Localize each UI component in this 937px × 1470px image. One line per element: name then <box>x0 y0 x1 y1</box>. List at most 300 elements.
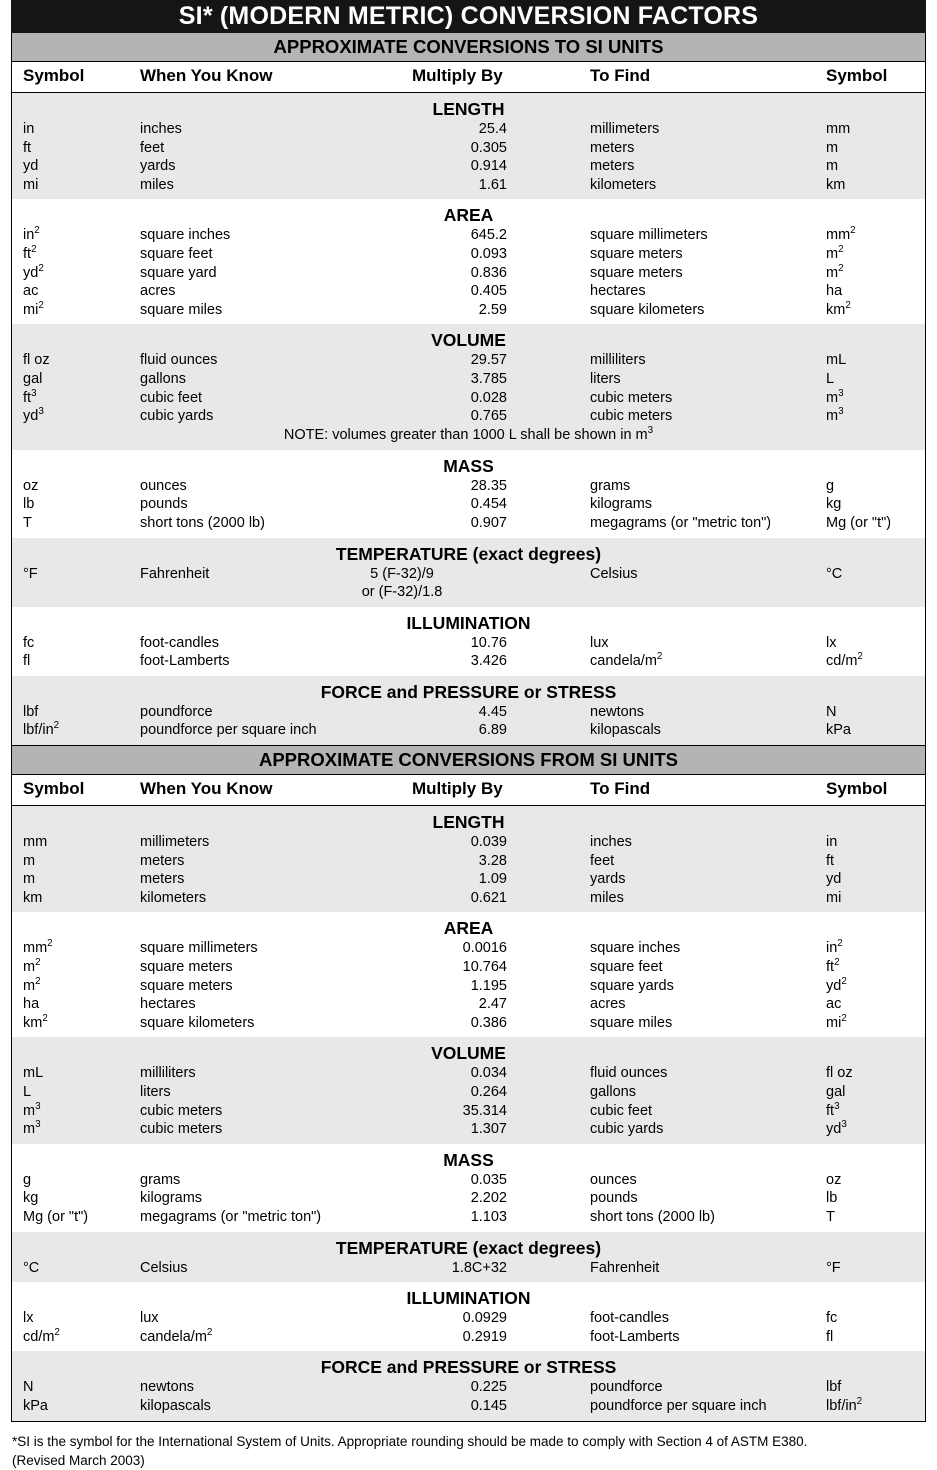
cell-multiply-by: 0.2919 <box>462 1328 507 1345</box>
cell-symbol-left: $mm^2$ <box>23 938 53 957</box>
column-header-symbol-left: Symbol <box>23 779 85 799</box>
cell-when-you-know: milliliters <box>140 1065 196 1082</box>
cell-symbol-right: L <box>826 370 835 387</box>
cell-to-find: ounces <box>590 1171 637 1188</box>
cell-symbol-right: $ft^3$ <box>826 1100 840 1119</box>
table-row <box>12 1328 925 1347</box>
table-row <box>12 1259 925 1278</box>
table-row <box>12 1102 925 1121</box>
cell-to-find: grams <box>590 477 631 494</box>
column-header-symbol-right: Symbol <box>826 66 888 85</box>
cell-symbol-left: kPa <box>23 1397 48 1414</box>
group-title: MASS <box>443 1149 494 1170</box>
cell-symbol-right: $ft^2$ <box>826 957 840 976</box>
table-row <box>12 370 925 389</box>
cell-symbol-left: kg <box>23 1190 39 1207</box>
cell-symbol-right: yd <box>826 871 842 888</box>
cell-symbol-left: ft <box>23 139 32 156</box>
cell-multiply-by-extra: or (F-32)/1.8 <box>361 584 443 601</box>
cell-symbol-left: lbf/$in^2$ <box>23 720 60 739</box>
cell-when-you-know: gallons <box>140 370 186 387</box>
cell-multiply-by: 1.103 <box>470 1208 507 1225</box>
group-title: TEMPERATURE (exact degrees) <box>335 1237 602 1258</box>
cell-multiply-by: 35.314 <box>462 1102 507 1119</box>
cell-when-you-know: cubic yards <box>140 408 214 425</box>
cell-symbol-right: km <box>826 176 846 193</box>
group-title: MASS <box>443 455 494 476</box>
cell-symbol-left: °F <box>23 565 38 582</box>
cell-multiply-by: 0.264 <box>470 1084 507 1100</box>
cell-symbol-right: N <box>826 703 837 720</box>
unit-group-volume <box>12 324 925 449</box>
cell-multiply-by: 1.195 <box>470 977 507 994</box>
cell-symbol-left: g <box>23 1171 32 1188</box>
cell-multiply-by: 0.621 <box>470 889 507 906</box>
table-row <box>12 634 925 653</box>
footnote <box>11 1432 926 1470</box>
table-row <box>12 264 925 283</box>
table-row <box>12 1309 925 1328</box>
cell-symbol-left: $ft^3$ <box>23 387 37 406</box>
cell-multiply-by: 25.4 <box>478 121 507 137</box>
cell-symbol-right: fl <box>826 1328 834 1345</box>
cell-multiply-by: 3.785 <box>470 370 507 387</box>
cell-symbol-left: oz <box>23 477 39 494</box>
cell-multiply-by: 3.28 <box>478 852 507 869</box>
cell-symbol-right: fc <box>826 1310 838 1327</box>
table-row <box>12 1378 925 1397</box>
cell-when-you-know: square kilometers <box>140 1014 255 1031</box>
cell-when-you-know: square feet <box>140 245 213 262</box>
footnote-line-2: (Revised March 2003) <box>12 1452 145 1468</box>
cell-when-you-know: newtons <box>140 1379 195 1396</box>
cell-when-you-know: poundforce per square inch <box>140 722 317 739</box>
cell-when-you-know: millimeters <box>140 834 210 851</box>
cell-multiply-by: 0.225 <box>470 1379 507 1396</box>
cell-multiply-by: 0.836 <box>470 264 507 281</box>
table-row <box>12 939 925 958</box>
cell-when-you-know: fluid ounces <box>140 352 218 369</box>
table-row <box>12 1120 925 1139</box>
cell-when-you-know: liters <box>140 1084 171 1100</box>
cell-symbol-left: $km^2$ <box>23 1012 48 1031</box>
group-title: LENGTH <box>432 812 505 833</box>
cell-symbol-left: $mi^2$ <box>23 299 44 318</box>
cell-symbol-left: $m^3$ <box>23 1100 41 1119</box>
group-title: ILLUMINATION <box>406 1288 531 1309</box>
cell-to-find: short tons (2000 lb) <box>590 1208 715 1225</box>
cell-multiply-by: 28.35 <box>470 477 507 494</box>
cell-symbol-left: m <box>23 852 36 869</box>
cell-symbol-right: ha <box>826 283 843 300</box>
cell-to-find: gallons <box>590 1084 636 1100</box>
unit-group-area <box>12 912 925 1037</box>
table-row <box>12 1064 925 1083</box>
cell-multiply-by: 0.0929 <box>462 1310 507 1327</box>
cell-symbol-right: kPa <box>826 722 851 739</box>
cell-symbol-left: fl oz <box>23 352 50 369</box>
unit-group-force-and-pressure-or-stress <box>12 676 925 745</box>
unit-group-illumination <box>12 1282 925 1351</box>
cell-to-find: cubic meters <box>590 408 673 425</box>
table-row <box>12 351 925 370</box>
cell-symbol-left: N <box>23 1379 34 1396</box>
cell-when-you-know: cubic feet <box>140 389 203 406</box>
table-row <box>12 1171 925 1190</box>
cell-symbol-left: $in^2$ <box>23 225 40 244</box>
table-row <box>12 120 925 139</box>
footnote-line-1: *SI is the symbol for the International System of Units. Appropriate rounding should be made to comply with Section 4 of ASTM E380. <box>12 1433 808 1449</box>
cell-symbol-right: $yd^3$ <box>826 1119 847 1138</box>
cell-to-find: newtons <box>590 703 645 720</box>
cell-symbol-left: in <box>23 121 35 137</box>
table-row <box>12 889 925 908</box>
unit-group-temperature-exact-degrees <box>12 1232 925 1283</box>
cell-symbol-left: lb <box>23 496 35 513</box>
cell-when-you-know: kilometers <box>140 889 207 906</box>
column-header-symbol-right: Symbol <box>826 779 888 799</box>
cell-to-find: liters <box>590 370 621 387</box>
cell-symbol-right: ac <box>826 996 842 1013</box>
table-row <box>12 833 925 852</box>
conversion-table-1 <box>11 775 926 1421</box>
cell-symbol-left: yd <box>23 158 39 175</box>
cell-symbol-right: $m^2$ <box>826 262 844 281</box>
cell-multiply-by: 0.454 <box>470 496 507 513</box>
cell-to-find: lux <box>590 634 609 651</box>
cell-symbol-left: $m^2$ <box>23 957 41 976</box>
cell-when-you-know: square millimeters <box>140 940 258 957</box>
cell-when-you-know: kilograms <box>140 1190 203 1207</box>
cell-symbol-left: $m^2$ <box>23 975 41 994</box>
cell-to-find: square miles <box>590 1014 673 1031</box>
cell-symbol-left: $m^3$ <box>23 1119 41 1138</box>
cell-when-you-know: foot-Lamberts <box>140 653 230 670</box>
table-row <box>12 565 925 584</box>
table-row <box>12 995 925 1014</box>
cell-symbol-right: mm <box>826 121 851 137</box>
cell-symbol-left: °C <box>23 1259 40 1276</box>
cell-to-find: square meters <box>590 264 683 281</box>
cell-multiply-by: 1.09 <box>478 871 507 888</box>
table-row <box>12 652 925 671</box>
cell-symbol-right: mi <box>826 889 842 906</box>
column-header-row <box>12 62 925 93</box>
table-row <box>12 958 925 977</box>
cell-symbol-left: $yd^3$ <box>23 406 44 425</box>
cell-multiply-by: 0.405 <box>470 283 507 300</box>
table-row <box>12 870 925 889</box>
cell-to-find: poundforce <box>590 1379 663 1396</box>
table-row <box>12 389 925 408</box>
cell-multiply-by: 0.093 <box>470 245 507 262</box>
cell-multiply-by: 5 (F-32)/9 <box>370 565 434 582</box>
cell-when-you-know: acres <box>140 283 176 300</box>
group-title: VOLUME <box>431 1043 506 1064</box>
group-title: ILLUMINATION <box>406 612 531 633</box>
table-heading-0: APPROXIMATE CONVERSIONS TO SI UNITS <box>11 33 926 62</box>
cell-when-you-know: square meters <box>140 977 233 994</box>
table-row <box>12 282 925 301</box>
cell-multiply-by: 0.028 <box>470 389 507 406</box>
cell-multiply-by: 1.8C+32 <box>451 1259 507 1276</box>
table-row <box>12 226 925 245</box>
unit-group-length <box>12 806 925 912</box>
cell-symbol-left: $cd/m^2$ <box>23 1326 60 1345</box>
group-title: TEMPERATURE (exact degrees) <box>335 543 602 564</box>
tables-container <box>11 33 926 1422</box>
column-header-row <box>12 775 925 806</box>
cell-multiply-by: 29.57 <box>470 352 507 369</box>
table-row <box>12 977 925 996</box>
cell-symbol-right: T <box>826 1208 835 1225</box>
cell-multiply-by: 2.47 <box>478 996 507 1013</box>
cell-to-find: megagrams (or "metric ton") <box>590 514 772 531</box>
cell-symbol-right: in <box>826 834 838 851</box>
unit-group-length <box>12 93 925 199</box>
table-row <box>12 495 925 514</box>
cell-multiply-by: 645.2 <box>470 227 507 244</box>
cell-to-find: square yards <box>590 977 674 994</box>
cell-to-find: kilopascals <box>590 722 661 739</box>
group-title: AREA <box>443 205 494 226</box>
cell-to-find: kilometers <box>590 176 657 193</box>
cell-symbol-left: $ft^2$ <box>23 244 37 262</box>
cell-to-find: square meters <box>590 245 683 262</box>
cell-to-find: cubic meters <box>590 389 673 406</box>
cell-symbol-left: ha <box>23 996 40 1013</box>
cell-when-you-know: megagrams (or "metric ton") <box>140 1208 322 1225</box>
cell-when-you-know: square yard <box>140 264 217 281</box>
cell-symbol-right: lbf <box>826 1379 842 1396</box>
cell-multiply-by: 0.386 <box>470 1014 507 1031</box>
cell-symbol-right: $m^2$ <box>826 244 844 262</box>
cell-when-you-know: Fahrenheit <box>140 565 210 582</box>
cell-to-find: foot-candles <box>590 1310 669 1327</box>
cell-symbol-right: $mm^2$ <box>826 225 856 244</box>
column-header-when-you-know: When You Know <box>140 66 273 85</box>
cell-symbol-right: oz <box>826 1171 842 1188</box>
unit-group-illumination <box>12 607 925 676</box>
cell-when-you-know: poundforce <box>140 703 213 720</box>
cell-to-find: inches <box>590 834 632 851</box>
cell-to-find: cubic yards <box>590 1121 664 1138</box>
cell-when-you-know: ounces <box>140 477 187 494</box>
cell-symbol-right: $yd^2$ <box>826 975 847 994</box>
page-title: SI* (MODERN METRIC) CONVERSION FACTORS <box>11 0 926 33</box>
cell-multiply-by: 1.61 <box>478 176 507 193</box>
cell-symbol-right: mL <box>826 352 847 369</box>
cell-to-find: square kilometers <box>590 301 705 318</box>
table-row <box>12 139 925 158</box>
cell-symbol-left: T <box>23 514 32 531</box>
cell-symbol-right: ft <box>826 852 835 869</box>
group-title: LENGTH <box>432 99 505 119</box>
cell-symbol-right: gal <box>826 1084 846 1100</box>
cell-symbol-left: $yd^2$ <box>23 262 44 281</box>
cell-to-find: Celsius <box>590 565 638 582</box>
cell-symbol-right: g <box>826 477 835 494</box>
unit-group-temperature-exact-degrees <box>12 538 925 607</box>
group-title: AREA <box>443 918 494 939</box>
cell-symbol-left: mi <box>23 176 39 193</box>
cell-to-find: candela/$m^2$ <box>590 651 663 670</box>
cell-to-find: fluid ounces <box>590 1065 668 1082</box>
cell-to-find: square millimeters <box>590 227 708 244</box>
cell-to-find: milliliters <box>590 352 646 369</box>
cell-to-find: Fahrenheit <box>590 1259 660 1276</box>
table-row <box>12 1014 925 1033</box>
conversion-table-0 <box>11 62 926 746</box>
cell-to-find: acres <box>590 996 626 1013</box>
table-row <box>12 721 925 740</box>
cell-multiply-by: 2.59 <box>478 301 507 318</box>
cell-when-you-know: Celsius <box>140 1259 188 1276</box>
column-header-symbol-left: Symbol <box>23 66 85 85</box>
group-title: VOLUME <box>431 330 506 351</box>
column-header-multiply-by: Multiply By <box>412 779 503 799</box>
unit-group-mass <box>12 1144 925 1232</box>
cell-when-you-know: cubic meters <box>140 1102 223 1119</box>
cell-symbol-left: mm <box>23 834 48 851</box>
cell-symbol-left: Mg (or "t") <box>23 1208 89 1225</box>
unit-group-area <box>12 199 925 324</box>
cell-when-you-know: foot-candles <box>140 634 219 651</box>
cell-to-find: hectares <box>590 283 646 300</box>
cell-to-find: yards <box>590 871 626 888</box>
cell-symbol-right: Mg (or "t") <box>826 514 892 531</box>
cell-when-you-know: square inches <box>140 227 231 244</box>
cell-when-you-know: lux <box>140 1310 159 1327</box>
group-extra-line <box>12 583 925 602</box>
cell-symbol-left: ac <box>23 283 39 300</box>
cell-symbol-left: fl <box>23 653 31 670</box>
cell-symbol-right: m <box>826 139 839 156</box>
table-row <box>12 1083 925 1102</box>
cell-multiply-by: 0.0016 <box>462 940 507 957</box>
cell-multiply-by: 0.907 <box>470 514 507 531</box>
column-header-multiply-by: Multiply By <box>412 66 503 85</box>
cell-symbol-right: °C <box>826 565 843 582</box>
table-row <box>12 703 925 722</box>
cell-when-you-know: short tons (2000 lb) <box>140 514 265 531</box>
cell-multiply-by: 0.035 <box>470 1171 507 1188</box>
cell-symbol-right: $m^3$ <box>826 387 844 406</box>
cell-to-find: feet <box>590 852 615 869</box>
table-row <box>12 852 925 871</box>
cell-to-find: square inches <box>590 940 681 957</box>
cell-to-find: square feet <box>590 959 663 976</box>
table-row <box>12 477 925 496</box>
cell-when-you-know: square miles <box>140 301 223 318</box>
table-row <box>12 1397 925 1416</box>
table-heading-1: APPROXIMATE CONVERSIONS FROM SI UNITS <box>11 746 926 775</box>
cell-symbol-right: lbf/$in^2$ <box>826 1396 863 1414</box>
cell-symbol-left: lbf <box>23 703 39 720</box>
cell-multiply-by: 4.45 <box>478 703 507 720</box>
group-title: FORCE and PRESSURE or STRESS <box>320 1357 617 1378</box>
cell-multiply-by: 2.202 <box>470 1190 507 1207</box>
cell-symbol-right: $mi^2$ <box>826 1012 847 1031</box>
column-header-to-find: To Find <box>590 779 651 799</box>
cell-multiply-by: 6.89 <box>478 722 507 739</box>
cell-when-you-know: hectares <box>140 996 196 1013</box>
cell-symbol-right: lx <box>826 634 837 651</box>
cell-when-you-know: candela/$m^2$ <box>140 1326 213 1345</box>
cell-when-you-know: kilopascals <box>140 1397 211 1414</box>
cell-when-you-know: cubic meters <box>140 1121 223 1138</box>
cell-symbol-left: m <box>23 871 36 888</box>
cell-to-find: foot-Lamberts <box>590 1328 680 1345</box>
cell-symbol-right: m <box>826 158 839 175</box>
cell-when-you-know: grams <box>140 1171 181 1188</box>
cell-symbol-right: kg <box>826 496 842 513</box>
group-note: NOTE: volumes greater than 1000 L shall be shown in $m^3$ <box>283 424 654 443</box>
cell-to-find: kilograms <box>590 496 653 513</box>
table-row <box>12 1189 925 1208</box>
cell-to-find: meters <box>590 139 635 156</box>
cell-to-find: poundforce per square inch <box>590 1397 767 1414</box>
cell-symbol-right: $in^2$ <box>826 938 843 957</box>
cell-to-find: millimeters <box>590 121 660 137</box>
cell-when-you-know: meters <box>140 852 185 869</box>
cell-multiply-by: 3.426 <box>470 653 507 670</box>
table-row <box>12 514 925 533</box>
table-row <box>12 245 925 264</box>
unit-group-mass <box>12 450 925 538</box>
column-header-when-you-know: When You Know <box>140 779 273 799</box>
cell-symbol-left: km <box>23 889 43 906</box>
cell-multiply-by: 0.765 <box>470 408 507 425</box>
cell-when-you-know: yards <box>140 158 176 175</box>
cell-multiply-by: 10.76 <box>470 634 507 651</box>
cell-multiply-by: 1.307 <box>470 1121 507 1138</box>
cell-to-find: pounds <box>590 1190 638 1207</box>
table-row <box>12 176 925 195</box>
table-row <box>12 301 925 320</box>
group-title: FORCE and PRESSURE or STRESS <box>320 681 617 702</box>
cell-symbol-left: mL <box>23 1065 44 1082</box>
cell-symbol-right: fl oz <box>826 1065 853 1082</box>
cell-to-find: meters <box>590 158 635 175</box>
cell-to-find: miles <box>590 889 624 906</box>
cell-when-you-know: miles <box>140 176 174 193</box>
cell-multiply-by: 10.764 <box>462 959 507 976</box>
column-header-to-find: To Find <box>590 66 651 85</box>
cell-to-find: cubic feet <box>590 1102 653 1119</box>
cell-multiply-by: 0.039 <box>470 834 507 851</box>
cell-symbol-right: °F <box>826 1259 841 1276</box>
cell-symbol-left: L <box>23 1084 32 1100</box>
unit-group-volume <box>12 1037 925 1143</box>
cell-symbol-left: lx <box>23 1310 34 1327</box>
cell-symbol-right: $km^2$ <box>826 299 851 318</box>
cell-multiply-by: 0.305 <box>470 139 507 156</box>
cell-multiply-by: 0.145 <box>470 1397 507 1414</box>
cell-multiply-by: 0.034 <box>470 1065 507 1082</box>
cell-symbol-left: fc <box>23 634 35 651</box>
unit-group-force-and-pressure-or-stress <box>12 1351 925 1420</box>
cell-symbol-right: $m^3$ <box>826 406 844 425</box>
cell-multiply-by: 0.914 <box>470 158 507 175</box>
table-row <box>12 157 925 176</box>
table-row <box>12 407 925 426</box>
cell-symbol-right: lb <box>826 1190 838 1207</box>
table-row <box>12 1208 925 1227</box>
cell-symbol-left: gal <box>23 370 43 387</box>
cell-when-you-know: inches <box>140 121 182 137</box>
cell-symbol-right: $cd/m^2$ <box>826 651 863 670</box>
